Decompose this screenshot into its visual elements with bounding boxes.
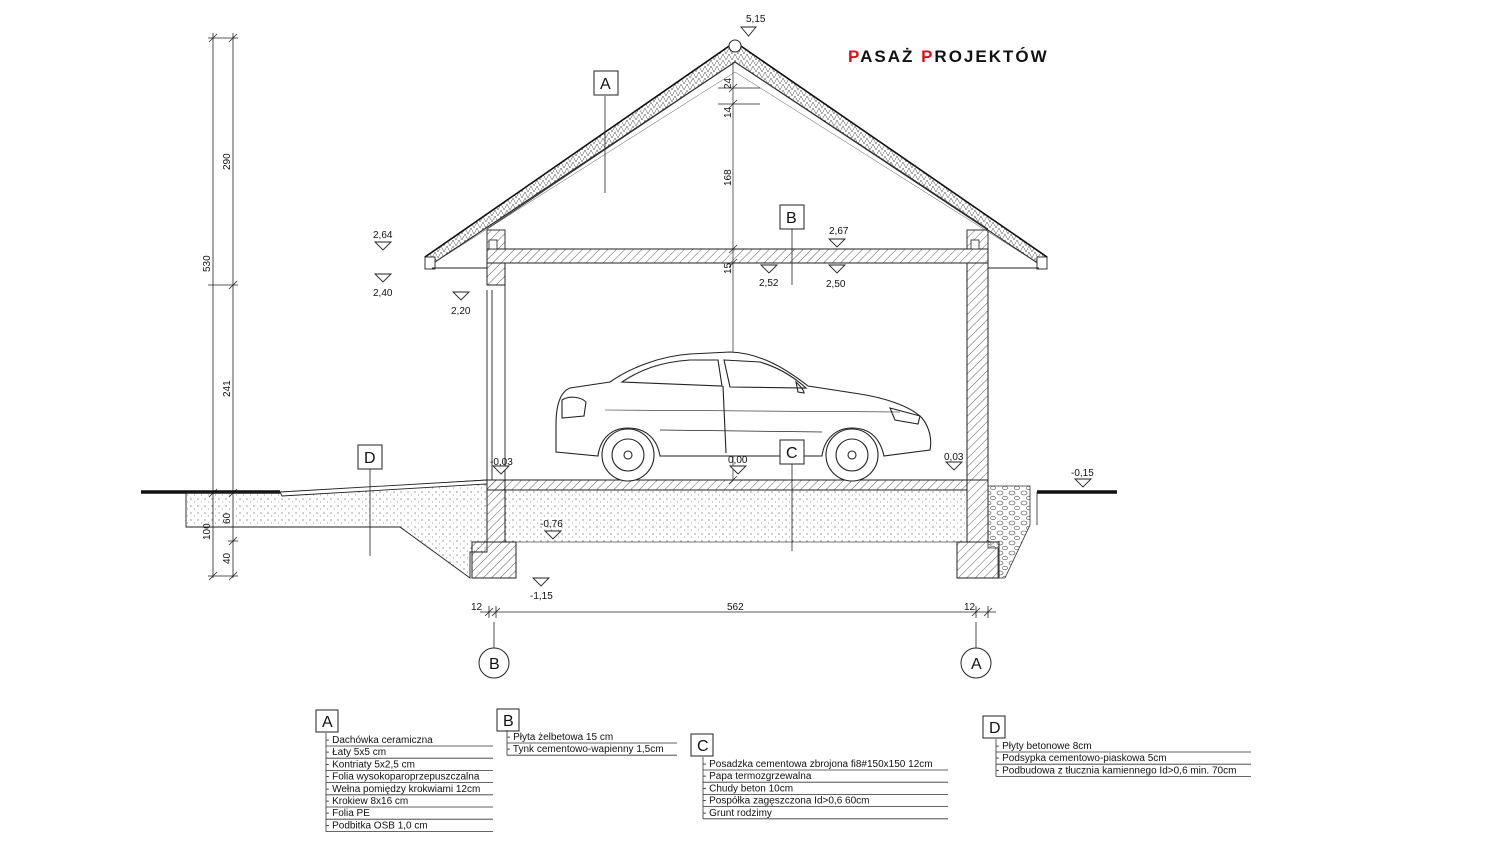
legend-a-letter: A (322, 714, 333, 731)
dim-ridge-14: 14 (723, 106, 734, 118)
svg-text:D: D (364, 450, 376, 467)
level-ground: -0,15 (1071, 468, 1094, 479)
legend-c (691, 734, 948, 819)
legend-b-item: - Tynk cementowo-wapienny 1,5cm (507, 744, 664, 756)
dim-wall-left: 12 (471, 602, 483, 613)
legend-d-item: - Podsypka cementowo-piaskowa 5cm (996, 753, 1167, 765)
legend-c-item: - Papa termozgrzewalna (703, 771, 812, 783)
wall-left (487, 263, 505, 285)
level-eave-top: 2,64 (373, 230, 393, 241)
dim-wall-right: 12 (964, 602, 976, 613)
legend-a-item: - Łaty 5x5 cm (326, 747, 387, 759)
level-floor-left: -0,03 (490, 457, 513, 468)
dim-roof: 290 (222, 153, 233, 170)
axis-right (961, 648, 991, 678)
dim-ridge-24: 24 (723, 77, 734, 89)
dim-slab: 15 (723, 262, 734, 274)
level-lintel: 2,20 (451, 306, 471, 317)
legend-a-item: - Krokiew 8x16 cm (326, 796, 409, 807)
level-floor-right: 0,03 (944, 452, 964, 463)
svg-text:B: B (786, 210, 797, 227)
brand-initial-1: P (848, 47, 861, 66)
dim-40: 40 (222, 552, 233, 564)
legend-d-letter: D (989, 720, 1001, 737)
svg-text:B: B (489, 656, 500, 673)
brand-word-1: ASAŻ (860, 47, 922, 66)
legend-a-item: - Podbitka OSB 1,0 cm (326, 820, 428, 832)
brand-initial-2: P (921, 47, 935, 66)
dim-total: 530 (202, 255, 213, 272)
svg-text:A: A (600, 76, 611, 93)
legend-c-item: - Pospółka zagęszczona Id>0,6 60cm (703, 795, 870, 807)
legend-c-item: - Chudy beton 10cm (703, 783, 794, 795)
level-slab-top: 2,67 (829, 226, 849, 237)
svg-text:A: A (971, 656, 982, 673)
legend-a-item: - Dachówka ceramiczna (326, 735, 433, 746)
legend-d-item: - Płyty betonowe 8cm (996, 741, 1092, 752)
brand-title (848, 47, 1049, 66)
dim-wall: 241 (222, 380, 233, 397)
dim-span: 562 (727, 602, 744, 613)
legend-d-item: - Podbudowa z tłucznia kamiennego Id>0,6 min. 70cm (996, 765, 1237, 777)
level-ridge: 5,15 (746, 14, 766, 25)
level-foundation-bottom: -1,15 (530, 591, 553, 602)
level-floor-mid: 0,00 (728, 455, 748, 466)
legend-c-item: - Posadzka cementowa zbrojona fi8#150x150 12cm (703, 759, 933, 770)
level-ceiling-right: 2,50 (826, 279, 846, 290)
legend-c-item: - Grunt rodzimy (703, 807, 772, 819)
legend-c-letter: C (697, 738, 709, 755)
wall-right (967, 263, 988, 480)
marker-b (780, 205, 804, 285)
roof (425, 40, 1047, 269)
svg-text:C: C (786, 445, 798, 462)
legend-b-letter: B (503, 713, 514, 730)
legend-a (316, 710, 493, 832)
ceiling-slab (487, 249, 988, 263)
legend-b (497, 709, 677, 755)
axis-left (479, 648, 509, 678)
dim-attic: 168 (723, 169, 734, 186)
level-eave-bottom: 2,40 (373, 288, 393, 299)
door-frame-left (487, 263, 505, 480)
legend-d (983, 716, 1251, 777)
legend-a-item: - Wełna pomiędzy krokwiami 12cm (326, 783, 481, 795)
legend-a-item: - Folia PE (326, 808, 370, 820)
legend-a-item: - Kontriaty 5x2,5 cm (326, 759, 415, 771)
dim-100: 100 (202, 523, 213, 540)
legend-a-item: - Folia wysokoparoprzepuszczalna (326, 771, 480, 783)
level-ceiling-left: 2,52 (759, 278, 779, 289)
legend-b-item: - Płyta żelbetowa 15 cm (507, 732, 614, 743)
level-foundation-top: -0,76 (540, 519, 563, 530)
brand-word-2: ROJEKTÓW (934, 47, 1049, 66)
